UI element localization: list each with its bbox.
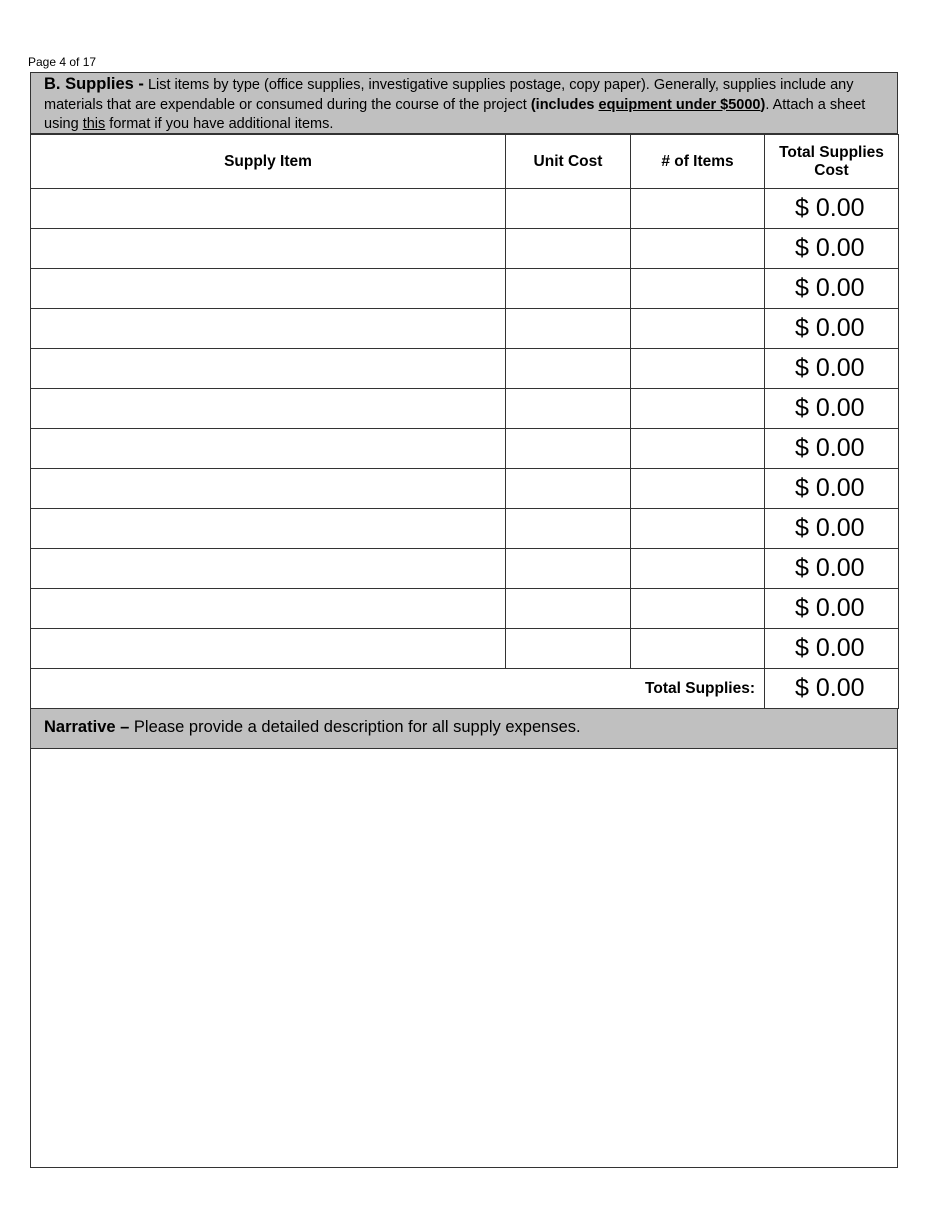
num-items-field[interactable] — [631, 389, 765, 429]
num-items-field[interactable] — [631, 469, 765, 509]
row-total-value: $ 0.00 — [765, 429, 899, 469]
narrative-label: Narrative – — [44, 718, 130, 736]
table-row — [31, 229, 899, 269]
supply-item-field[interactable] — [31, 429, 506, 469]
row-total-value: $ 0.00 — [765, 589, 899, 629]
section-bold-2: ) — [760, 96, 766, 113]
table-header-row — [31, 135, 899, 189]
section-intro-2: . Attach a sheet using — [44, 96, 866, 132]
supplies-table — [30, 134, 899, 709]
table-row — [31, 429, 899, 469]
num-items-field[interactable] — [631, 429, 765, 469]
section-underline-word: this — [82, 116, 106, 132]
unit-cost-field[interactable] — [506, 269, 631, 309]
narrative-header — [30, 709, 898, 749]
row-total-value: $ 0.00 — [765, 349, 899, 389]
supply-item-field[interactable] — [31, 509, 506, 549]
narrative-instructions: Please provide a detailed description for all supply expenses. — [129, 718, 581, 736]
unit-cost-field[interactable] — [506, 189, 631, 229]
row-total-value: $ 0.00 — [765, 549, 899, 589]
header-total-cost: Total Supplies Cost — [765, 135, 899, 189]
section-bold-1: (includes — [530, 96, 599, 113]
section-intro-1: List items by type (office supplies, investigative supplies postage, copy paper). Generally, supplies include any materials that are expendable or consumed during the course of the project — [44, 77, 854, 113]
header-supply-item: Supply Item — [31, 135, 506, 189]
header-unit-cost: Unit Cost — [506, 135, 631, 189]
unit-cost-field[interactable] — [506, 309, 631, 349]
section-header — [30, 72, 898, 134]
table-row — [31, 589, 899, 629]
unit-cost-field[interactable] — [506, 469, 631, 509]
section-title: B. Supplies - — [44, 75, 144, 93]
section-intro-3: format if you have additional items. — [105, 116, 334, 132]
unit-cost-field[interactable] — [506, 549, 631, 589]
row-total-value: $ 0.00 — [765, 309, 899, 349]
supply-item-field[interactable] — [31, 469, 506, 509]
supply-item-field[interactable] — [31, 189, 506, 229]
num-items-field[interactable] — [631, 229, 765, 269]
row-total-value: $ 0.00 — [765, 389, 899, 429]
table-row — [31, 629, 899, 669]
unit-cost-field[interactable] — [506, 629, 631, 669]
supply-item-field[interactable] — [31, 269, 506, 309]
unit-cost-field[interactable] — [506, 389, 631, 429]
unit-cost-field[interactable] — [506, 229, 631, 269]
row-total-value: $ 0.00 — [765, 189, 899, 229]
unit-cost-field[interactable] — [506, 509, 631, 549]
supplies-form — [30, 72, 898, 1168]
supply-item-field[interactable] — [31, 349, 506, 389]
table-row — [31, 269, 899, 309]
unit-cost-field[interactable] — [506, 349, 631, 389]
table-row — [31, 389, 899, 429]
num-items-field[interactable] — [631, 589, 765, 629]
table-row — [31, 509, 899, 549]
page-number: Page 4 of 17 — [28, 55, 97, 69]
unit-cost-field[interactable] — [506, 589, 631, 629]
table-row — [31, 189, 899, 229]
num-items-field[interactable] — [631, 309, 765, 349]
num-items-field[interactable] — [631, 549, 765, 589]
row-total-value: $ 0.00 — [765, 509, 899, 549]
header-num-items: # of Items — [631, 135, 765, 189]
row-total-value: $ 0.00 — [765, 229, 899, 269]
num-items-field[interactable] — [631, 269, 765, 309]
narrative-field[interactable] — [30, 749, 898, 1168]
row-total-value: $ 0.00 — [765, 269, 899, 309]
supply-item-field[interactable] — [31, 229, 506, 269]
num-items-field[interactable] — [631, 629, 765, 669]
section-bold-underline: equipment under $5000 — [598, 96, 761, 113]
unit-cost-field[interactable] — [506, 429, 631, 469]
row-total-value: $ 0.00 — [765, 629, 899, 669]
supply-item-field[interactable] — [31, 389, 506, 429]
supply-item-field[interactable] — [31, 549, 506, 589]
supply-item-field[interactable] — [31, 589, 506, 629]
total-supplies-value: $ 0.00 — [765, 669, 899, 709]
total-supplies-label: Total Supplies: — [31, 669, 765, 709]
total-row — [31, 669, 899, 709]
num-items-field[interactable] — [631, 189, 765, 229]
supply-item-field[interactable] — [31, 309, 506, 349]
table-row — [31, 469, 899, 509]
table-row — [31, 549, 899, 589]
supply-item-field[interactable] — [31, 629, 506, 669]
num-items-field[interactable] — [631, 349, 765, 389]
table-row — [31, 349, 899, 389]
table-row — [31, 309, 899, 349]
row-total-value: $ 0.00 — [765, 469, 899, 509]
num-items-field[interactable] — [631, 509, 765, 549]
